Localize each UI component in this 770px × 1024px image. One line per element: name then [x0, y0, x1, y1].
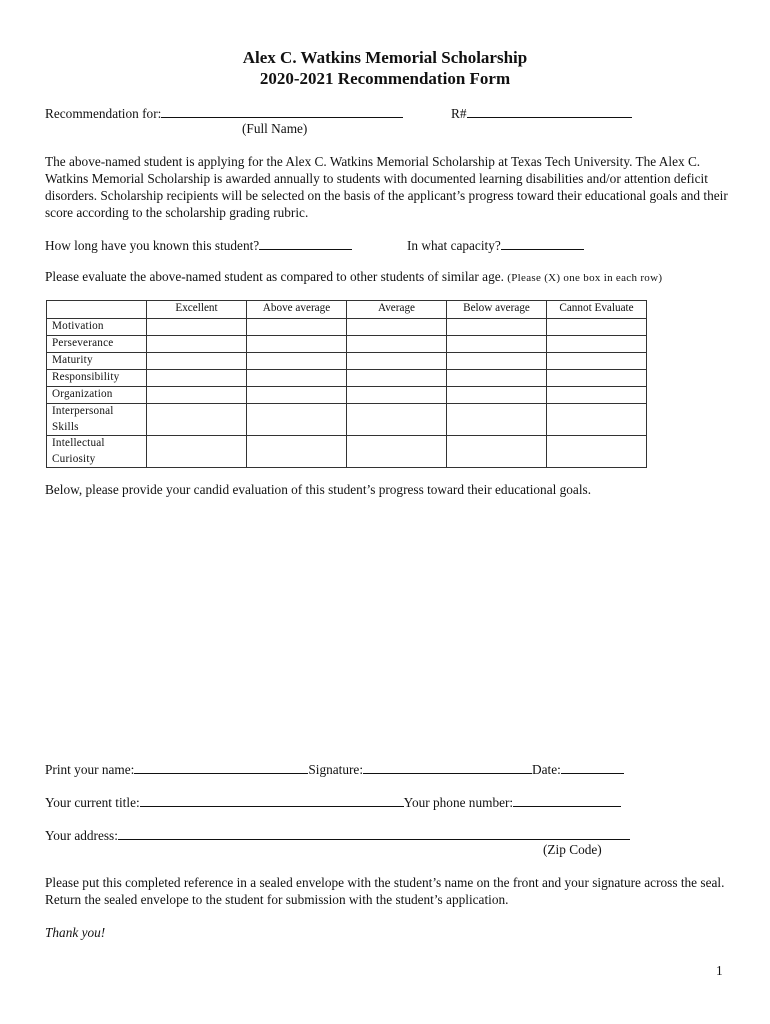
criterion-label: Organization [47, 387, 147, 404]
rating-box[interactable] [247, 404, 347, 436]
page-number: 1 [716, 963, 723, 978]
capacity-row [407, 236, 584, 254]
rating-box[interactable] [347, 336, 447, 353]
rating-box[interactable] [147, 370, 247, 387]
phone-number-label: Your phone number: [403, 795, 514, 810]
column-header: Average [347, 301, 447, 319]
rating-box[interactable] [347, 436, 447, 468]
rating-box[interactable] [547, 353, 647, 370]
rating-box[interactable] [147, 336, 247, 353]
rating-box[interactable] [147, 436, 247, 468]
evaluation-table [46, 300, 647, 468]
date-field[interactable] [561, 760, 624, 774]
column-header: Below average [447, 301, 547, 319]
title-phone-row [45, 793, 621, 811]
rating-box[interactable] [547, 404, 647, 436]
evaluation-header-row [47, 301, 647, 319]
r-number-field[interactable] [467, 104, 632, 118]
evaluation-row [47, 370, 647, 387]
current-title-field[interactable] [140, 793, 404, 807]
rating-box[interactable] [347, 370, 447, 387]
rating-box[interactable] [547, 336, 647, 353]
rating-box[interactable] [447, 387, 547, 404]
rating-box[interactable] [547, 370, 647, 387]
criterion-label: Maturity [47, 353, 147, 370]
evaluation-row [47, 353, 647, 370]
evaluation-row [47, 387, 647, 404]
zip-code-caption: (Zip Code) [543, 842, 602, 857]
print-name-label: Print your name: [45, 762, 135, 777]
candid-evaluation-area[interactable] [45, 505, 730, 745]
rating-box[interactable] [447, 370, 547, 387]
recommendation-for-label: Recommendation for: [45, 106, 162, 121]
evaluation-row [47, 319, 647, 336]
recommendation-for-row [45, 104, 403, 122]
how-long-field[interactable] [259, 236, 352, 250]
rating-box[interactable] [347, 387, 447, 404]
rating-box[interactable] [447, 319, 547, 336]
row-label-header [47, 301, 147, 319]
rating-box[interactable] [147, 387, 247, 404]
form-title: Alex C. Watkins Memorial Scholarship [242, 48, 528, 67]
criterion-label: Interpersonal Skills [47, 404, 147, 436]
rating-box[interactable] [347, 319, 447, 336]
criterion-label: Perseverance [47, 336, 147, 353]
criterion-label: Motivation [47, 319, 147, 336]
candid-evaluation-prompt: Below, please provide your candid evaluation of this student’s progress toward their educational goals. [45, 482, 592, 497]
address-field[interactable] [118, 826, 630, 840]
address-label: Your address: [45, 828, 118, 843]
column-header: Cannot Evaluate [547, 301, 647, 319]
evaluation-instruction-row [45, 269, 662, 285]
signature-label: Signature: [308, 762, 364, 777]
intro-paragraph: The above-named student is applying for the Alex C. Watkins Memorial Scholarship at Texas Tech University. The Alex C. Watkins Memorial Scholarship is awarded annually to students with documented learning disabilities and/or attention deficit disorders. Scholarship recipients will be selected on the basis of the applicant’s progress toward their educational goals and their score according to the scholarship grading rubric. [45, 154, 728, 220]
signature-field[interactable] [363, 760, 532, 774]
date-label: Date: [532, 762, 561, 777]
evaluation-row [47, 436, 647, 468]
rating-box[interactable] [547, 387, 647, 404]
rating-box[interactable] [147, 319, 247, 336]
r-number-label: R# [451, 106, 467, 121]
rating-box[interactable] [447, 336, 547, 353]
rating-box[interactable] [247, 387, 347, 404]
rating-box[interactable] [547, 436, 647, 468]
rating-box[interactable] [247, 436, 347, 468]
rating-box[interactable] [547, 319, 647, 336]
full-name-field[interactable] [161, 104, 403, 118]
full-name-caption: (Full Name) [242, 121, 308, 136]
form-subtitle: 2020-2021 Recommendation Form [259, 69, 511, 88]
how-long-label: How long have you known this student? [45, 238, 260, 253]
how-long-row [45, 236, 352, 254]
evaluation-instruction: Please evaluate the above-named student as compared to other students of similar age. [45, 269, 504, 284]
thank-you-note: Thank you! [45, 925, 106, 940]
rating-box[interactable] [147, 353, 247, 370]
current-title-label: Your current title: [45, 795, 140, 810]
rating-box[interactable] [247, 370, 347, 387]
print-name-row [45, 760, 624, 778]
criterion-label: Intellectual Curiosity [47, 436, 147, 468]
rating-box[interactable] [147, 404, 247, 436]
print-name-field[interactable] [134, 760, 308, 774]
rating-box[interactable] [447, 404, 547, 436]
capacity-field[interactable] [501, 236, 584, 250]
rating-box[interactable] [247, 353, 347, 370]
closing-paragraph: Please put this completed reference in a sealed envelope with the student’s name on the front and your signature across the seal. Return the sealed envelope to the student for submission with the student’s application. [45, 875, 725, 907]
phone-number-field[interactable] [513, 793, 621, 807]
rating-box[interactable] [347, 404, 447, 436]
evaluation-instruction-note: (Please (X) one box in each row) [507, 272, 663, 284]
evaluation-row [47, 404, 647, 436]
capacity-label: In what capacity? [407, 238, 501, 253]
rating-box[interactable] [247, 319, 347, 336]
rating-box[interactable] [347, 353, 447, 370]
evaluation-row [47, 336, 647, 353]
column-header: Above average [247, 301, 347, 319]
rating-box[interactable] [447, 436, 547, 468]
r-number-row [451, 104, 632, 122]
rating-box[interactable] [447, 353, 547, 370]
rating-box[interactable] [247, 336, 347, 353]
criterion-label: Responsibility [47, 370, 147, 387]
column-header: Excellent [147, 301, 247, 319]
